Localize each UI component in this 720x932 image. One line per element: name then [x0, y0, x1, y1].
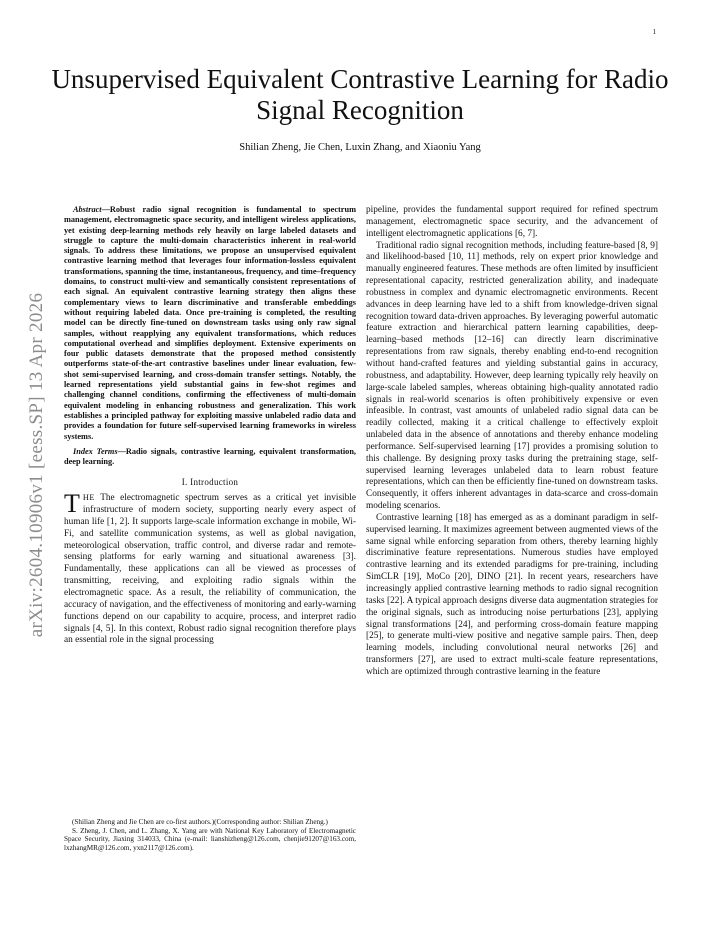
section-heading-introduction: I. Introduction — [181, 477, 239, 488]
page-number: 1 — [652, 28, 656, 36]
intro-paragraph-continued: pipeline, provides the fundamental support required for refined spectrum management, electromagnetic space security, and the advancement of intelligent electromagnetic applications [6, 7]. — [366, 205, 658, 239]
intro-paragraph-3: Contrastive learning [18] has emerged as as a dominant paradigm in self-supervised learning. It maximizes agreement between augmented views of the same signal while enforcing separation from others, thereby learning highly discriminative feature representations. Numerous studies have employed contrastive learning and its extended paradigms for pre-training, including SimCLR [19], MoCo [20], DINO [21]. In recent years, researchers have increasingly applied contrastive learning methods to radio signal recognition tasks [22]. A typical approach designs diverse data augmentation strategies for the original signals, such as introducing noise perturbations [23], applying signal transformations [24], and performing cross-domain feature mapping [25], to generate multi-view positive and negative sample pairs. Then, deep learning models, including convolutional neural networks [26] and transformers [27], are used to extract multi-scale feature representations, which are optimized through contrastive learning in the feature — [366, 512, 658, 677]
index-terms-text: Radio signals, contrastive learning, equivalent transformation, deep learning. — [64, 446, 357, 467]
intro-first-word: HE — [82, 493, 95, 503]
drop-cap: T — [64, 489, 80, 519]
paper-title: Unsupervised Equivalent Contrastive Learning for Radio Signal Recognition — [51, 64, 669, 125]
footnote — [64, 818, 356, 852]
intro-paragraph-2: Traditional radio signal recognition methods, including feature-based [8, 9] and likelihood-based [10, 11] methods, rely on expert prior knowledge and manually engineered features. These methods are often limited by insufficient representational capacity, restricted generalization ability, and inadequate robustness in complex and dynamic electromagnetic environments. Recent advances in deep learning have led to a shift from knowledge-driven signal recognition toward data-driven approaches. By leveraging powerful automatic feature extraction and hierarchical pattern learning capabilities, deep-learning–based methods [12–16] can directly learn discriminative representations from raw signals, thereby enabling end-to-end recognition without hand-crafted features and yielding substantial gains in accuracy, robustness, and adaptability. However, deep learning typically rely heavily on large-scale labeled samples, whereas obtaining high-quality annotated radio signals in real-world scenarios is often prohibitively expensive or even infeasible. In contrast, vast amounts of unlabeled radio signal data can be readily collected, making it a critical challenge to effectively exploit unlabeled data in the absence of annotations and thereby enhance modeling performance. Self-supervised learning [17] provides a promising solution to this challenge. By designing proxy tasks during the pretraining stage, self-supervised learning leverages unlabeled data to learn robust feature representations, which can then be efficiently fine-tuned on downstream tasks. Consequently, it offers inherent advantages in data-scarce and cross-domain modeling scenarios. — [366, 240, 658, 512]
abstract: Abstract—Robust radio signal recognition is fundamental to spectrum management, electromagnetic space security, and intelligent wireless applications, yet existing deep-learning methods rely heavily on large labeled datasets and struggle to capture the multi-domain characteristics inherent in real-world signals. To address these limitations, we propose an unsupervised equivalent contrastive learning method that leverages four information-lossless equivalent transformations, spanning the time, instantaneous, frequency, and time–frequency domains, to construct multi-view and semantically consistent representations of each signal. An equivalent contrastive learning strategy then aligns these complementary views to learn discriminative and transferable embeddings without requiring labeled data. Once pre-training is completed, the resulting model can be directly fine-tuned on downstream tasks using only raw signal samples, without reapplying any equivalent transformations, which reduces computational overhead and simplifies deployment. Extensive experiments on four public datasets demonstrate that the proposed method consistently outperforms state-of-the-art contrastive baselines under linear evaluation, few-shot semi-supervised learning, and cross-domain transfer settings. Notably, the learned representations yield substantial gains in few-shot regimes and challenging channel conditions, confirming the effectiveness of multi-domain equivalent modeling in enhancing robustness and generalization. This work establishes a principled pathway for exploiting massive unlabeled radio data and provides a foundation for future self-supervised learning frameworks in wireless systems. — [64, 205, 356, 441]
abstract-text: Robust radio signal recognition is fundamental to spectrum management, electromagnetic space security, and intelligent wireless applications, yet existing deep-learning methods rely heavily on large labeled datasets and struggle to capture the multi-domain characteristics inherent in real-world signals. To address these limitations, we propose an unsupervised equivalent contrastive learning method that leverages four information-lossless equivalent transformations, spanning the time, instantaneous, frequency, and time–frequency domains, to construct multi-view and semantically consistent representations of each signal. An equivalent contrastive learning strategy then aligns these complementary views to learn discriminative and transferable embeddings without requiring labeled data. Once pre-training is completed, the resulting model can be directly fine-tuned on downstream tasks using only raw signal samples, without reapplying any equivalent transformations, which reduces computational overhead and simplifies deployment. Extensive experiments on four public datasets demonstrate that the proposed method consistently outperforms state-of-the-art contrastive baselines under linear evaluation, few-shot semi-supervised learning, and cross-domain transfer settings. Notably, the learned representations yield substantial gains in few-shot regimes and challenging channel conditions, confirming the effectiveness of multi-domain equivalent modeling in enhancing robustness and generalization. This work establishes a principled pathway for exploiting massive unlabeled radio data and provides a foundation for future self-supervised learning frameworks in wireless systems. — [64, 205, 356, 441]
intro-paragraph-1 — [64, 489, 356, 647]
footnote-affiliation: S. Zheng, J. Chen, and L. Zhang, X. Yang are with National Key Laboratory of Electromagnetic Space Security, Jiaxing 314033, China (e-mail: lianshizheng@126.com, chenjie91207@163.com, lxzhangMR@126.com, yxn2117@126.com). — [64, 826, 356, 852]
abstract-label: Abstract — [73, 205, 102, 214]
arxiv-stamp-text: arXiv:2604.10906v1 [eess.SP] 13 Apr 2026 — [26, 292, 47, 638]
intro-paragraph-1-text: The electromagnetic spectrum serves as a critical yet invisible infrastructure of modern society, supporting nearly every aspect of human life [1, 2]. It supports large-scale information exchange in mobile, Wi-Fi, and satellite communication systems, as well as global navigation, meteorological observation, traffic control, and diverse radar and remote-sensing platforms for early warning and situational awareness [3]. Fundamentally, these applications can all be viewed as processes of transmitting, receiving, and exploiting radio signals within the electromagnetic space. As a result, the reliability of communication, the accuracy of navigation, and the effectiveness of monitoring and early-warning functions depend on our capability to acquire, process, and interpret radio signals [4, 5]. In this context, Robust radio signal recognition therefore plays an essential role in the signal processing — [64, 493, 356, 646]
index-terms-label: Index Terms — [73, 446, 118, 456]
footnote-co-first: (Shilian Zheng and Jie Chen are co-first authors.)(Corresponding author: Shilian Zheng.) — [72, 818, 328, 826]
arxiv-stamp — [22, 250, 52, 680]
right-column — [366, 205, 658, 679]
index-terms: Index Terms—Radio signals, contrastive learning, equivalent transformation, deep learning. — [64, 446, 357, 467]
left-column — [64, 205, 356, 647]
paper-authors: Shilian Zheng, Jie Chen, Luxin Zhang, and Xiaoniu Yang — [239, 142, 481, 153]
